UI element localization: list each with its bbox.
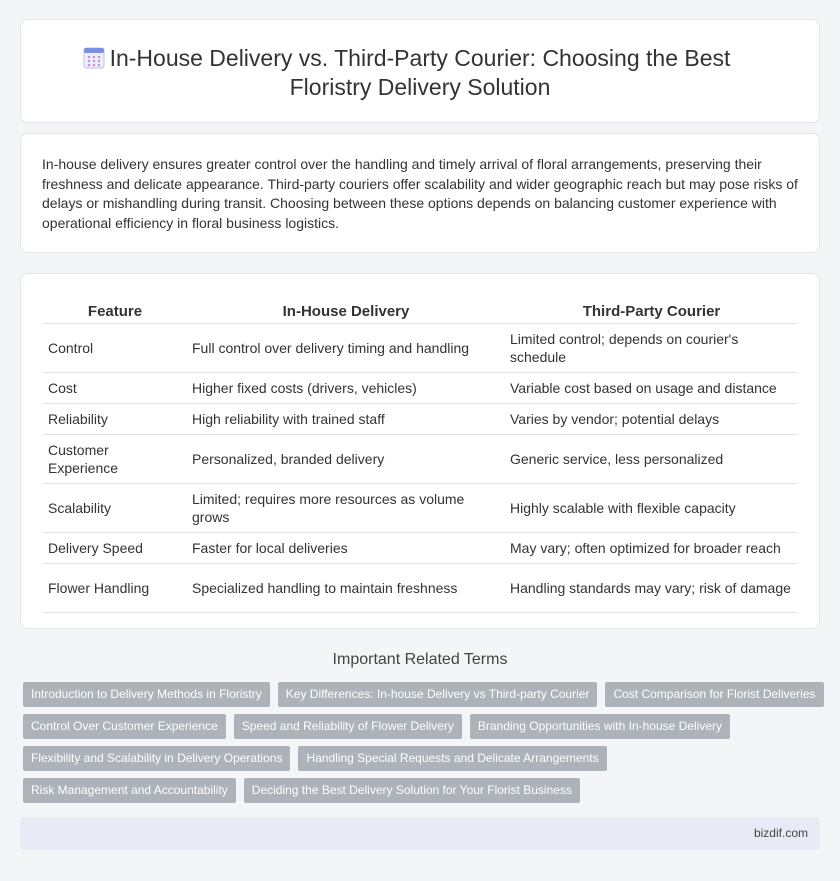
table-row [43, 434, 798, 483]
table-cell: Cost [43, 372, 187, 403]
table-cell: Higher fixed costs (drivers, vehicles) [187, 372, 505, 403]
table-cell: Faster for local deliveries [187, 532, 505, 563]
related-term-tag[interactable]: Speed and Reliability of Flower Delivery [234, 714, 462, 739]
title-card [20, 19, 820, 123]
comparison-table-card [20, 273, 820, 629]
related-term-tag[interactable]: Handling Special Requests and Delicate Arrangements [298, 746, 606, 771]
related-term-tag[interactable]: Cost Comparison for Florist Deliveries [605, 682, 823, 707]
table-cell: May vary; often optimized for broader reach [505, 532, 798, 563]
table-cell: High reliability with trained staff [187, 403, 505, 434]
table-cell: Generic service, less personalized [505, 434, 798, 483]
column-header-in-house: In-House Delivery [187, 296, 505, 323]
footer-site-link[interactable]: bizdif.com [753, 826, 808, 840]
table-cell: Varies by vendor; potential delays [505, 403, 798, 434]
table-cell: Scalability [43, 483, 187, 532]
column-header-feature: Feature [43, 296, 187, 323]
comparison-table [43, 296, 798, 613]
table-cell: Limited control; depends on courier's schedule [505, 323, 798, 372]
table-row [43, 532, 798, 563]
related-term-tag[interactable]: Risk Management and Accountability [23, 778, 236, 803]
table-row [43, 372, 798, 403]
table-row [43, 483, 798, 532]
related-term-tag[interactable]: Flexibility and Scalability in Delivery Operations [23, 746, 290, 771]
related-terms-list [23, 682, 823, 810]
table-cell: Control [43, 323, 187, 372]
table-cell: Limited; requires more resources as volume grows [187, 483, 505, 532]
table-header-row [43, 296, 798, 323]
table-cell: Highly scalable with flexible capacity [505, 483, 798, 532]
table-row [43, 403, 798, 434]
related-term-tag[interactable]: Key Differences: In-house Delivery vs Third-party Courier [278, 682, 598, 707]
table-row [43, 323, 798, 372]
related-term-tag[interactable]: Branding Opportunities with In-house Delivery [470, 714, 730, 739]
table-cell: Handling standards may vary; risk of damage [505, 563, 798, 612]
table-cell: Variable cost based on usage and distance [505, 372, 798, 403]
table-cell: Reliability [43, 403, 187, 434]
footer [20, 817, 820, 850]
related-terms-heading: Important Related Terms [332, 651, 508, 668]
related-term-tag[interactable]: Control Over Customer Experience [23, 714, 226, 739]
table-cell: Personalized, branded delivery [187, 434, 505, 483]
column-header-third-party: Third-Party Courier [505, 296, 798, 323]
page-title: In-House Delivery vs. Third-Party Courier: Choosing the Best Floristry Delivery Solution [109, 45, 731, 100]
table-cell: Full control over delivery timing and handling [187, 323, 505, 372]
table-cell: Flower Handling [43, 563, 187, 612]
table-cell: Specialized handling to maintain freshness [187, 563, 505, 612]
table-cell: Delivery Speed [43, 532, 187, 563]
related-term-tag[interactable]: Introduction to Delivery Methods in Floristry [23, 682, 270, 707]
intro-card [20, 133, 820, 253]
related-term-tag[interactable]: Deciding the Best Delivery Solution for Your Florist Business [244, 778, 580, 803]
table-cell: Customer Experience [43, 434, 187, 483]
table-row [43, 563, 798, 612]
intro-paragraph: In-house delivery ensures greater control over the handling and timely arrival of floral arrangements, preserving their freshness and delicate appearance. Third-party couriers offer scalability and wider geographic reach but may pose risks of delays or mishandling during transit. Choosing between these options depends on balancing customer experience with operational efficiency in floral business logistics. [42, 156, 798, 231]
